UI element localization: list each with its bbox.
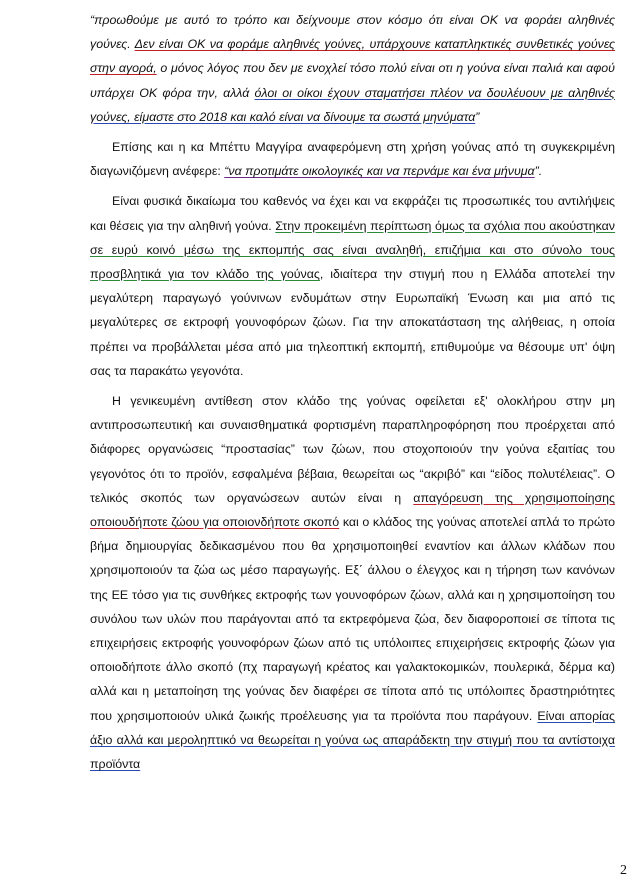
quote-underlined-text: “να προτιμάτε οικολογικές και να περνάμε και ένα μήνυμα [224,164,535,179]
quote-underlined-text: όλοι οι οίκοι έχουν σταματήσει πλέον να δουλέυουν με αληθινές γούνες, είμαστε στο 2018 και καλό είναι να δίνουμε τα σωστά μηνύματα [90,85,616,124]
underlined-text: απαγόρευση της χρησιμοποίησης οποιουδήποτε ζώου για οποιονδήποτε σκοπό [90,490,615,530]
body-text: ”. [534,164,543,179]
paragraph [90,389,615,776]
paragraph [90,189,615,383]
body-text: Επίσης και η κα Μπέττυ Μαγγίρα αναφερόμενη στη χρήση γούνας από τη συγκεκριμένη διαγωνιζόμενη ανέφερε: [90,140,615,179]
quote-text: ο μόνος λόγος που δεν με ενοχλεί τόσο πολύ είναι οτι η γούνα είναι παλιά και αφού υπάρχει ΟΚ φόρα την, αλλά [90,61,615,100]
quote-text: ” [475,109,480,124]
quote-underlined-text: Δεν είναι ΟΚ να φοράμε αληθινές γούνες, υπάρχουνε καταπληκτικές συνθετικές γούνες στην αγορά, [90,37,615,76]
paragraph [90,135,615,183]
body-text: Η γενικευμένη αντίθεση στον κλάδο της γούνας οφείλεται εξ' ολοκλήρου στην μη αντιπροσωπευτική και συναισθηματικά φορτισμένη παραπληροφόρηση που προέρχεται από διάφορες οργανώσεις “προστασίας” των ζώων, που στοχοποιούν την γούνα εξαιτίας του γεγονότος ότι το προϊόν, εσφαλμένα βέβαια, θεωρείται ως “ακριβό” και “είδος πολυτέλειας”. Ο τελικός σκοπός των οργανώσεων αυτών είναι η [90,394,615,505]
body-text: , ιδιαίτερα την στιγμή που η Ελλάδα αποτελεί την μεγαλύτερη παραγωγό γούνινων ενδυμάτων στην Ευρωπαϊκή Ένωση και μια από τις μεγαλύτερες σε εκτροφή γουνοφόρων ζώων. Για την αποκατάσταση της αλήθειας, η οποία πρέπει να προβάλλεται μέσα από μια τηλεοπτική εκπομπή, επιθυμούμε να θέσουμε υπ' όψη σας τα παρακάτω γεγονότα. [90,267,615,378]
quote-text: “προωθούμε με αυτό το τρόπο και δείχνουμε στον κόσμο ότι είναι ΟΚ να φοράει αληθινές γούνες. [90,13,615,52]
page-number: 2 [620,863,627,878]
body-text: Είναι φυσικά δικαίωμα του καθενός να έχει και να εκφράζει τις προσωπικές του αντιλήψεις και θέσεις για την αληθινή γούνα. [90,194,615,233]
body-text: και ο κλάδος της γούνας αποτελεί απλά το πρώτο βήμα δημιουργίας δεδικασμένου που θα χρησιμοποιηθεί εναντίον και άλλων κλάδων που χρησιμοποιούν τα ζώα ως μέσο παραγωγής. Εξ΄ άλλου ο έλεγχος και η τήρηση των κανόνων της ΕΕ τόσο για τις συνθήκες εκτροφής των γουνοφόρων ζώων, αλλά και η χρησιμοποίηση του συνόλου των υλών που παράγονται από τα εκτρεφόμενα ζώα, δεν διαφοροποιεί σε τίποτα τις επιχειρήσεις εκτροφής γουνοφόρων ζώων από τις υπόλοιπες επιχειρήσεις εκτροφής ζώων για οποιοδήποτε άλλο σκοπό (πχ παραγωγή κρέατος και γαλακτοκομικών, πουλερικά, δέρμα κα) αλλά και η μεταποίηση της γούνας δεν διαφέρει σε τίποτα από τις υπόλοιπες δραστηριότητες που χρησιμοποιούν υλικά ζωικής προέλευσης για τα προϊόντα που παράγουν. [90,515,615,723]
underlined-text: Στην προκειμένη περίπτωση όμως τα σχόλια που ακούστηκαν σε ευρύ κοινό μέσω της εκπομπής σας είναι αναληθή, επιζήμια και στο σύνολο τους προσβλητικά για τον κλάδο της γούνας [90,218,615,282]
quote-paragraph [90,8,615,129]
underlined-text: Είναι απορίας άξιο αλλά και μεροληπτικό να θεωρείται η γούνα ως απαράδεκτη την στιγμή που τα αντίστοιχα προϊόντα [90,708,616,772]
